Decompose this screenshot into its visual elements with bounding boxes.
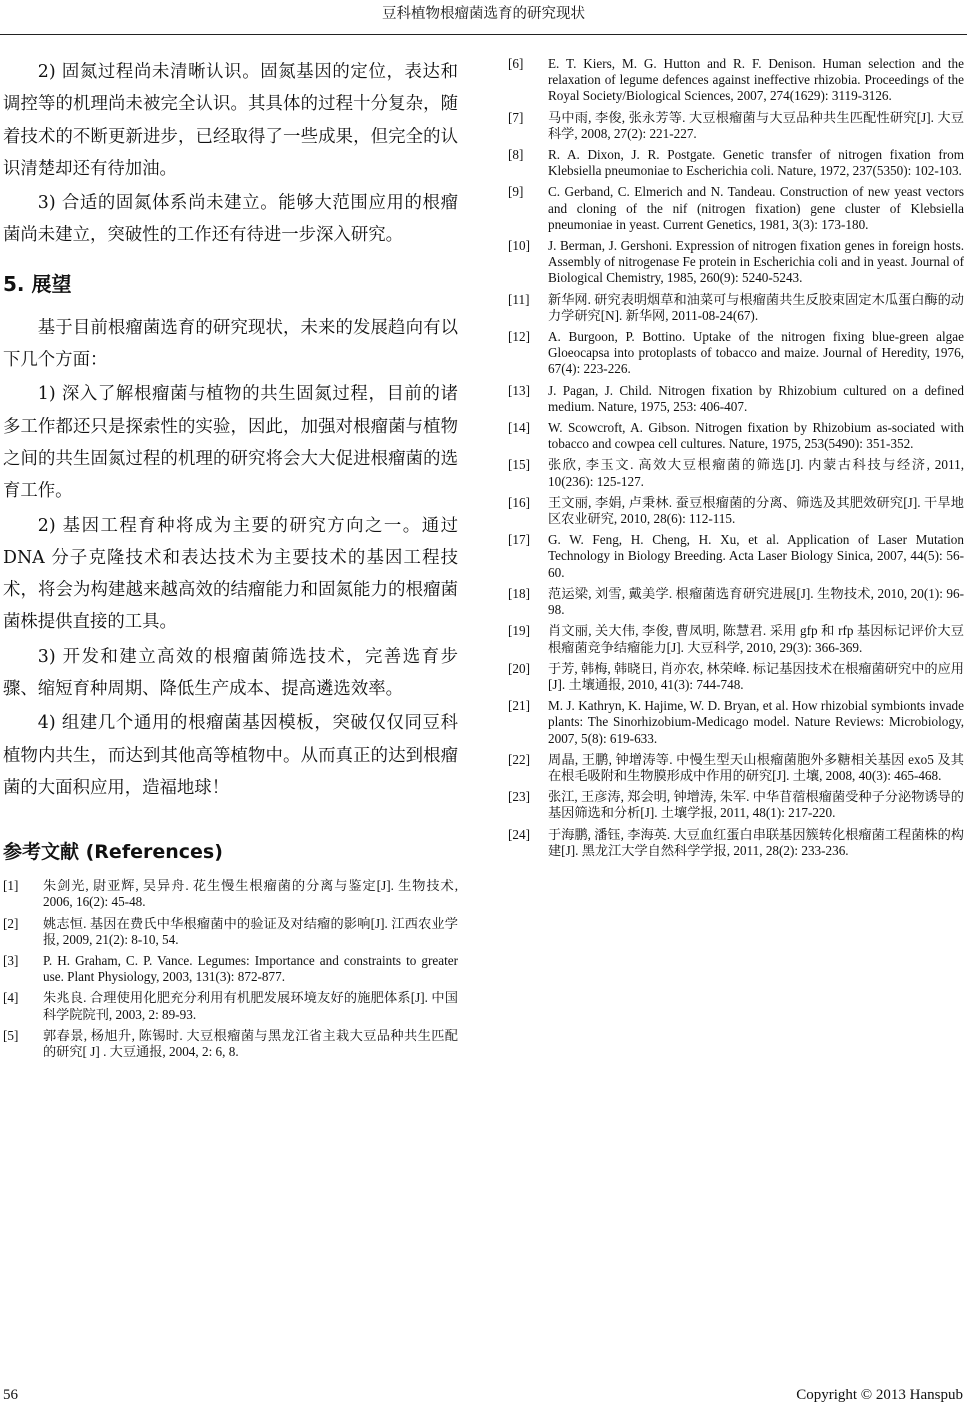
- reference-text: 于海鹏, 潘钰, 李海英. 大豆血红蛋白串联基因簇转化根瘤菌工程菌株的构建[J]. 黑龙江大学自然科学学报, 2011, 28(2): 233-236.: [548, 826, 964, 858]
- reference-item: [508, 789, 964, 821]
- reference-text: M. J. Kathryn, K. Hajime, W. D. Bryan, et al. How rhizobial symbionts invade plants: The Sinorhizobium-Medicago model. Nature Reviews: Microbiology, 2007, 5(8): 619-633.: [548, 698, 964, 746]
- reference-item: [508, 698, 964, 747]
- reference-text: G. W. Feng, H. Cheng, H. Xu, et al. Application of Laser Mutation Technology in Biology Breeding. Acta Laser Biology Sinica, 2007, 44(5): 56-60.: [548, 532, 964, 580]
- references-heading: 参考文献 (References): [3, 841, 223, 864]
- reference-text: 周晶, 王鹏, 钟增涛等. 中慢生型天山根瘤菌胞外多糖相关基因 exo5 及其在根毛吸附和生物膜形成中作用的研究[J]. 土壤, 2008, 40(3): 465-468.: [548, 751, 964, 783]
- reference-number: [6]: [508, 56, 524, 71]
- reference-item: [3, 916, 458, 948]
- reference-text: C. Gerband, C. Elmerich and N. Tandeau. Construction of new yeast vectors and cloning of the nif (nitrogen fixation) gene cluster of Klebsiella pneumoniae in yeast. Current Genetics, 1981, 3(3): 173-180.: [548, 184, 964, 232]
- reference-text: 姚志恒. 基因在费氏中华根瘤菌中的验证及对结瘤的影响[J]. 江西农业学报, 2009, 21(2): 8-10, 54.: [43, 915, 458, 947]
- reference-number: [8]: [508, 147, 524, 163]
- reference-text: 范运梁, 刘雪, 戴美学. 根瘤菌选育研究进展[J]. 生物技术, 2010, 20(1): 96-98.: [548, 585, 964, 618]
- reference-item: [508, 586, 964, 618]
- reference-number: [15]: [508, 457, 530, 473]
- copyright-notice: Copyright © 2013 Hanspub: [796, 1387, 963, 1403]
- reference-text: J. Pagan, J. Child. Nitrogen fixation by Rhizobium cultured on a defined medium. Nature, 1975, 253: 406-407.: [548, 382, 964, 414]
- reference-number: [11]: [508, 291, 530, 307]
- reference-text: 王文丽, 李娟, 卢秉林. 蚕豆根瘤菌的分离、筛选及其肥效研究[J]. 干旱地区农业研究, 2010, 28(6): 112-115.: [548, 494, 964, 527]
- reference-number: [14]: [508, 420, 530, 436]
- reference-number: [18]: [508, 585, 530, 601]
- reference-number: [23]: [508, 789, 530, 805]
- reference-number: [7]: [508, 109, 524, 125]
- running-header-title: 豆科植物根瘤菌选育的研究现状: [382, 6, 585, 22]
- reference-item: [508, 752, 964, 784]
- reference-number: [3]: [3, 953, 19, 969]
- paragraph: 2) 基因工程育种将成为主要的研究方向之一。通过 DNA 分子克隆技术和表达技术为主要技术的基因工程技术，将会为构建越来越高效的结瘤能力和固氮能力的根瘤菌菌株提供直接的工具。: [3, 515, 458, 633]
- reference-number: [5]: [3, 1027, 19, 1043]
- reference-text: R. A. Dixon, J. R. Postgate. Genetic transfer of nitrogen fixation from Klebsiella pneumoniae to Escherichia coli. Nature, 1972, 237(5350): 102-103.: [548, 147, 964, 179]
- reference-number: [24]: [508, 826, 530, 842]
- reference-item: [508, 184, 964, 233]
- reference-item: [508, 457, 964, 489]
- reference-item: [508, 420, 964, 452]
- paragraph: 基于目前根瘤菌选育的研究现状，未来的发展趋向有以下几个方面：: [3, 317, 458, 371]
- reference-item: [508, 383, 964, 415]
- right-column: [508, 56, 964, 864]
- reference-number: [19]: [508, 623, 530, 639]
- reference-text: 于芳, 韩梅, 韩晓日, 肖亦农, 林荣峰. 标记基因技术在根瘤菌研究中的应用[J]. 土壤通报, 2010, 41(3): 744-748.: [548, 660, 964, 692]
- reference-text: J. Berman, J. Gershoni. Expression of nitrogen fixation genes in foreign hosts. Assembly of nitrogenase Fe protein in Escherichia coli and in yeast. Journal of Biological Chemistry, 1985, 260(9): 5240-5243.: [548, 238, 964, 286]
- reference-text: W. Scowcroft, A. Gibson. Nitrogen fixation by Rhizobium as-sociated with tobacco and cowpea cell cultures. Nature, 1975, 253(5490): 351-352.: [548, 420, 964, 452]
- reference-item: [508, 495, 964, 527]
- reference-item: [3, 1028, 458, 1060]
- reference-item: [3, 990, 458, 1022]
- reference-item: [508, 661, 964, 693]
- reference-text: A. Burgoon, P. Bottino. Uptake of the nitrogen fixing blue-green algae Gloeocapsa into protoplasts of tobacco and maize. Journal of Heredity, 1976, 67(4): 223-226.: [548, 329, 964, 377]
- reference-text: P. H. Graham, C. P. Vance. Legumes: Importance and constraints to greater use. Plant Physiology, 2003, 131(3): 872-877.: [43, 953, 458, 985]
- reference-item: [3, 953, 458, 985]
- reference-number: [1]: [3, 878, 19, 894]
- reference-item: [508, 827, 964, 859]
- reference-number: [20]: [508, 660, 530, 676]
- reference-item: [3, 878, 458, 910]
- reference-item: [508, 329, 964, 378]
- reference-text: 朱兆良. 合理使用化肥充分利用有机肥发展环境友好的施肥体系[J]. 中国科学院院刊, 2003, 2: 89-93.: [43, 990, 458, 1022]
- reference-text: 马中雨, 李俊, 张永芳等. 大豆根瘤菌与大豆品种共生匹配性研究[J]. 大豆科学, 2008, 27(2): 221-227.: [548, 109, 964, 141]
- reference-item: [508, 147, 964, 179]
- paragraph: 4) 组建几个通用的根瘤菌基因模板，突破仅仅同豆科植物内共生，而达到其他高等植物中。从而真正的达到根瘤菌的大面积应用，造福地球！: [3, 713, 458, 798]
- reference-item: [508, 110, 964, 142]
- paragraph: 2) 固氮过程尚未清晰认识。固氮基因的定位，表达和调控等的机理尚未被完全认识。其具体的过程十分复杂，随着技术的不断更新进步，已经取得了一些成果，但完全的认识清楚却还有待加油。: [3, 62, 458, 179]
- reference-number: [9]: [508, 184, 524, 200]
- reference-text: 肖文丽, 关大伟, 李俊, 曹凤明, 陈慧君. 采用 gfp 和 rfp 基因标记评价大豆根瘤菌竞争结瘤能力[J]. 大豆科学, 2010, 29(3): 366-369.: [548, 623, 964, 655]
- reference-number: [22]: [508, 751, 530, 767]
- reference-text: 张江, 王彦涛, 郑会明, 钟增涛, 朱军. 中华苜蓿根瘤菌受种子分泌物诱导的基因筛选和分析[J]. 土壤学报, 2011, 48(1): 217-220.: [548, 789, 964, 821]
- paragraph: 3) 开发和建立高效的根瘤菌筛选技术，完善选育步骤、缩短育种周期、降低生产成本、提高遴选效率。: [3, 646, 458, 700]
- reference-item: [508, 238, 964, 287]
- section-heading-outlook: 5. 展望: [3, 271, 72, 296]
- reference-item: [508, 532, 964, 581]
- paragraph: 1) 深入了解根瘤菌与植物的共生固氮过程，目前的诸多工作都还只是探索性的实验，因此，加强对根瘤菌与植物之间的共生固氮过程的机理的研究将会大大促进根瘤菌的选育工作。: [3, 384, 458, 502]
- running-header: [0, 0, 967, 35]
- reference-number: [4]: [3, 990, 19, 1006]
- reference-text: 朱剑光, 尉亚辉, 吴异舟. 花生慢生根瘤菌的分离与鉴定[J]. 生物技术, 2006, 16(2): 45-48.: [43, 878, 458, 910]
- reference-text: E. T. Kiers, M. G. Hutton and R. F. Denison. Human selection and the relaxation of legume defences against ineffective rhizobia. Proceedings of the Royal Society/Biological Sciences, 2007, 274(1629): 3119-3126.: [548, 56, 964, 104]
- reference-text: 新华网. 研究表明烟草和油菜可与根瘤菌共生反胶束固定木瓜蛋白酶的动力学研究[N]. 新华网, 2011-08-24(67).: [548, 291, 964, 323]
- reference-number: [17]: [508, 532, 530, 548]
- left-column: [3, 56, 458, 1065]
- reference-item: [508, 623, 964, 655]
- reference-item: [508, 292, 964, 324]
- page-number: 56: [3, 1387, 18, 1403]
- reference-number: [10]: [508, 238, 530, 254]
- reference-text: 张欣, 李玉文. 高效大豆根瘤菌的筛选[J]. 内蒙古科技与经济, 2011, 10(236): 125-127.: [548, 457, 964, 489]
- reference-number: [12]: [508, 329, 530, 345]
- reference-text: 郭春景, 杨旭升, 陈锡时. 大豆根瘤菌与黑龙江省主栽大豆品种共生匹配的研究[ J] . 大豆通报, 2004, 2: 6, 8.: [43, 1027, 458, 1060]
- paragraph: 3) 合适的固氮体系尚未建立。能够大范围应用的根瘤菌尚未建立，突破性的工作还有待进一步深入研究。: [3, 193, 458, 246]
- reference-number: [21]: [508, 698, 530, 714]
- page-footer: [0, 1381, 967, 1409]
- reference-number: [13]: [508, 382, 530, 398]
- reference-item: [508, 56, 964, 105]
- reference-number: [16]: [508, 494, 530, 510]
- reference-number: [2]: [3, 915, 19, 931]
